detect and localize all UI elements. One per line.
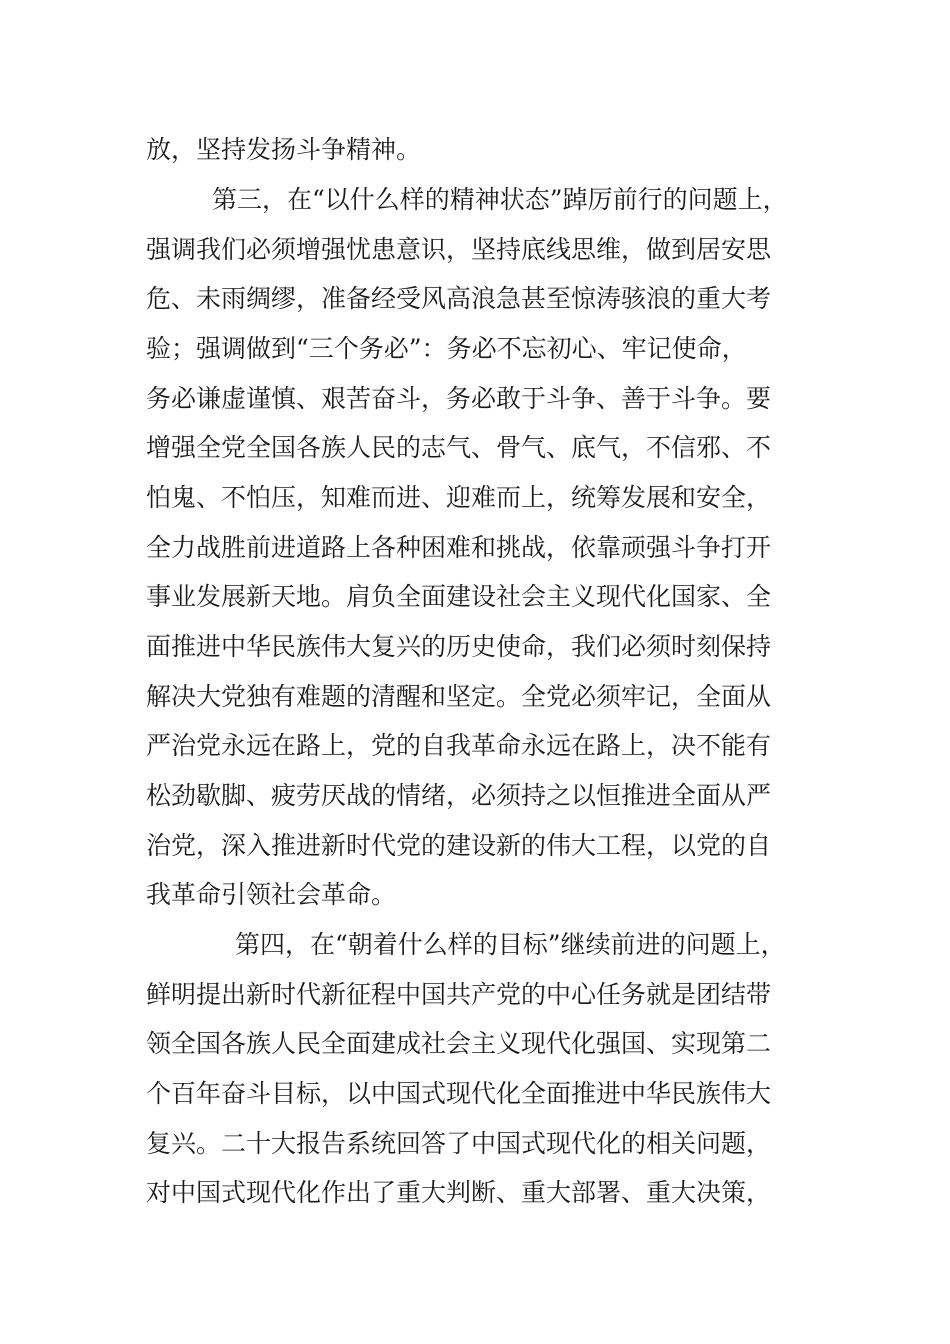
text-line: 鲜明提出新时代新征程中国共产党的中心任务就是团结带	[146, 980, 772, 1009]
text-line: 严治党永远在路上，党的自我革命永远在路上，决不能有	[146, 731, 772, 760]
text-line: 面推进中华民族伟大复兴的历史使命，我们必须时刻保持	[146, 632, 772, 661]
text-line: 验；强调做到“三个务必”：务必不忘初心、牢记使命，	[146, 334, 747, 363]
text-line: 务必谦虚谨慎、艰苦奋斗，务必敢于斗争、善于斗争。要	[146, 384, 772, 413]
text-line: 复兴。二十大报告系统回答了中国式现代化的相关问题，	[146, 1129, 772, 1158]
text-line: 个百年奋斗目标，以中国式现代化全面推进中华民族伟大	[146, 1079, 772, 1108]
text-line: 危、未雨绸缪，准备经受风高浪急甚至惊涛骇浪的重大考	[146, 284, 772, 313]
text-line: 强调我们必须增强忧患意识，坚持底线思维，做到居安思	[146, 235, 772, 264]
text-line: 增强全党全国各族人民的志气、骨气、底气，不信邪、不	[146, 433, 772, 462]
text-line: 怕鬼、不怕压，知难而进、迎难而上，统筹发展和安全，	[146, 483, 772, 512]
text-line: 对中国式现代化作出了重大判断、重大部署、重大决策，	[146, 1178, 772, 1207]
text-line: 放，坚持发扬斗争精神。	[146, 135, 422, 164]
paragraph-4-first-line: 第四，在“朝着什么样的目标”继续前进的问题上，	[235, 930, 786, 959]
text-line: 事业发展新天地。肩负全面建设社会主义现代化国家、全	[146, 582, 772, 611]
text-line: 全力战胜前进道路上各种困难和挑战，依靠顽强斗争打开	[146, 533, 772, 562]
text-line: 我革命引领社会革命。	[146, 880, 397, 909]
text-line: 松劲歇脚、疲劳厌战的情绪，必须持之以恒推进全面从严	[146, 781, 772, 810]
text-line: 治党，深入推进新时代党的建设新的伟大工程，以党的自	[146, 831, 772, 860]
text-line: 解决大党独有难题的清醒和坚定。全党必须牢记，全面从	[146, 682, 772, 711]
text-line: 领全国各族人民全面建成社会主义现代化强国、实现第二	[146, 1029, 772, 1058]
paragraph-3-first-line: 第三，在“以什么样的精神状态”踔厉前行的问题上，	[212, 185, 788, 214]
